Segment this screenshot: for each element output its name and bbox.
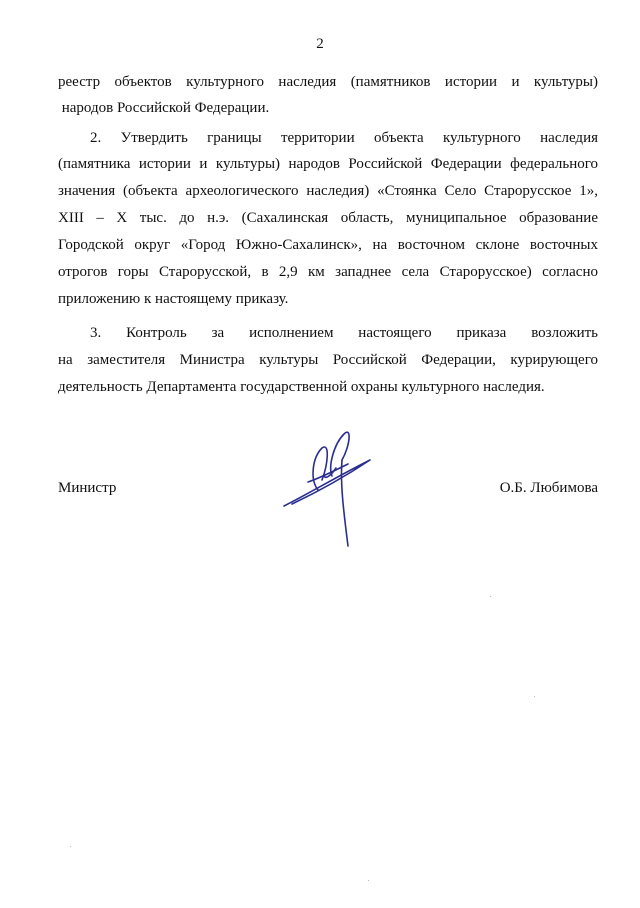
signatory-title: Министр (58, 480, 117, 496)
paragraph1-line1: реестр объектов культурного наследия (памятников истории и культуры) (58, 74, 598, 90)
paragraph1-line2: народов Российской Федерации. (58, 100, 270, 116)
paragraph3-line3: деятельность Департамента государственной охраны культурного наследия. (58, 379, 545, 395)
handwritten-signature (278, 424, 378, 549)
paragraph3-line1: 3. Контроль за исполнением настоящего приказа возложить (90, 325, 598, 341)
paragraph2-line2: (памятника истории и культуры) народов Российской Федерации федерального (58, 156, 598, 172)
scan-speck (534, 696, 535, 697)
paragraph2-line5: Городской округ «Город Южно-Сахалинск», на восточном склоне восточных (58, 237, 598, 253)
scan-speck (70, 846, 71, 847)
scan-speck (368, 880, 369, 881)
signatory-name: О.Б. Любимова (499, 480, 598, 496)
paragraph2-line4: XIII – X тыс. до н.э. (Сахалинская область, муниципальное образование (58, 210, 598, 226)
paragraph3-line2: на заместителя Министра культуры Российской Федерации, курирующего (58, 352, 598, 368)
paragraph2-line6: отрогов горы Старорусской, в 2,9 км западнее села Старорусское) согласно (58, 264, 598, 280)
scan-speck (490, 596, 491, 597)
paragraph2-line1: 2. Утвердить границы территории объекта культурного наследия (90, 130, 598, 146)
page-number: 2 (316, 36, 324, 52)
paragraph2-line7: приложению к настоящему приказу. (58, 291, 289, 307)
paragraph2-line3: значения (объекта археологического наследия) «Стоянка Село Старорусское 1», (58, 183, 598, 199)
